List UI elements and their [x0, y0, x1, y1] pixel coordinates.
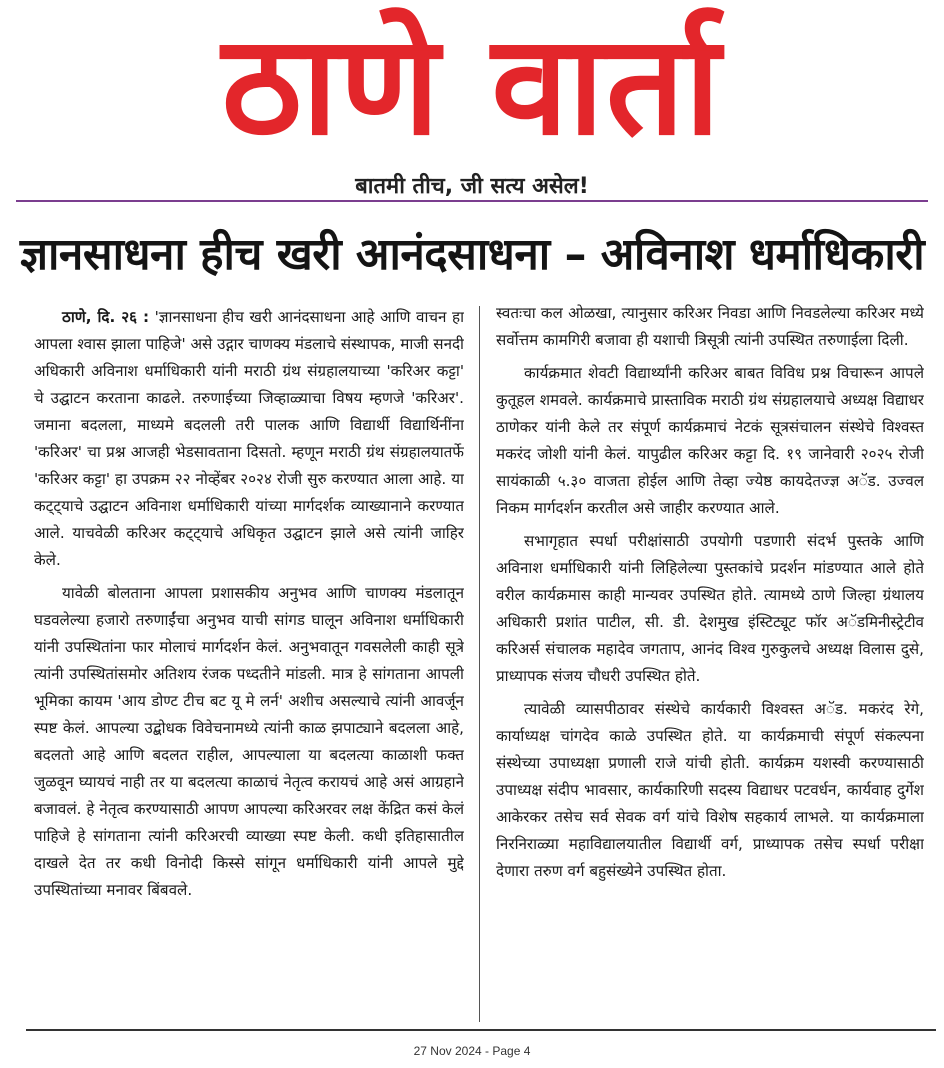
newspaper-tagline: बातमी तीच, जी सत्य असेल!	[355, 174, 589, 199]
article-paragraph	[34, 304, 464, 574]
article-paragraph: त्यावेळी व्यासपीठावर संस्थेचे कार्यकारी विश्वस्त अॅड. मकरंद रेगे, कार्याध्यक्ष चांगदेव काळे उपस्थित होते. या कार्यक्रमाची संपूर्ण संकल्पना संस्थेच्या उपाध्यक्षा प्रणाली राजे यांची होती. कार्यक्रम यशस्वी करण्यासाठी उपाध्यक्ष संदीप भावसार, कार्यकारिणी सदस्य विद्याधर पटवर्धन, कार्यवाह दुर्गेश आकेरकर तसेच सर्व सेवक वर्ग यांचे विशेष सहकार्य लाभले. या कार्यक्रमाला निरनिराळ्या महाविद्यालयातील विद्यार्थी वर्ग, प्राध्यापक तसेच स्पर्धा परीक्षा देणारा तरुण वर्ग बहुसंख्येने उपस्थित होता.	[496, 700, 924, 880]
article-dateline: ठाणे, दि. २६ :	[62, 308, 150, 326]
article-column-right	[496, 300, 924, 1020]
masthead	[0, 0, 944, 200]
footer-divider	[26, 1029, 936, 1031]
article-headline: ज्ञानसाधना हीच खरी आनंदसाधना – अविनाश धर्माधिकारी	[19, 229, 925, 280]
article-paragraph: स्वतःचा कल ओळखा, त्यानुसार करिअर निवडा आणि निवडलेल्या करिअर मध्ये सर्वोत्तम कामगिरी बजावा ही यशाची त्रिसूत्री त्यांनी उपस्थित तरुणाईला दिली.	[496, 304, 924, 349]
newspaper-logo: ठाणे वार्ता	[221, 5, 723, 166]
paragraph-text: 'ज्ञानसाधना हीच खरी आनंदसाधना आहे आणि वाचन हा आपला श्वास झाला पाहिजे' असे उद्गार चाणक्य मंडलाचे संस्थापक, माजी सनदी अधिकारी अविनाश धर्माधिकारी यांनी मराठी ग्रंथ संग्रहालयाच्या 'करिअर कट्टा' चे उद्घाटन करताना काढले. तरुणाईच्या जिव्हाळ्याचा विषय म्हणजे 'करिअर'. जमाना बदलला, माध्यमे बदलली तरी पालक आणि विद्यार्थी विद्यार्थिनींना 'करिअर' चा प्रश्न आजही भेडसावताना दिसतो. म्हणून मराठी ग्रंथ संग्रहालयातर्फे 'करिअर कट्टा' हा उपक्रम २२ नोव्हेंबर २०२४ रोजी सुरु करण्यात आला आहे. या कट्ट्याचे उद्घाटन अविनाश धर्माधिकारी यांच्या मार्गदर्शक व्याख्यानाने करण्यात आले. याचवेळी करिअर कट्ट्याचे अधिकृत उद्घाटन झाले असे त्यांनी जाहिर केले.	[34, 308, 464, 569]
article-paragraph: सभागृहात स्पर्धा परीक्षांसाठी उपयोगी पडणारी संदर्भ पुस्तके आणि अविनाश धर्माधिकारी यांनी लिहिलेल्या पुस्तकांचे प्रदर्शन मांडण्यात आले होते वरील कार्यक्रमास काही मान्यवर उपस्थित होते. त्यामध्ये ठाणे जिल्हा ग्रंथालय अधिकारी प्रशांत पाटील, सी. डी. देशमुख इंस्टिट्यूट फॉर अॅडमिनीस्ट्रेटीव करिअर्स संचालक महादेव जगताप, आनंद विश्व गुरुकुलचे अध्यक्ष विलास दुसे, प्राध्यापक संजय चौधरी उपस्थित होते.	[496, 532, 924, 685]
page-info: 27 Nov 2024 - Page 4	[413, 1044, 531, 1058]
article-column-left	[34, 304, 464, 1024]
article-paragraph: यावेळी बोलताना आपला प्रशासकीय अनुभव आणि चाणक्य मंडलातून घडवलेल्या हजारो तरुणाईंचा अनुभव याची सांगड घालून अविनाश धर्माधिकारी यांनी उपस्थितांना फार मोलाचं मार्गदर्शन केलं. अनुभवातून गवसलेली काही सूत्रे त्यांनी उपस्थितांसमोर अतिशय रंजक पध्दतीने मांडली. मात्र हे सांगताना आपली भूमिका कायम 'आय डोण्ट टीच बट यू मे लर्न' अशीच असल्याचे त्यांनी आवर्जून स्पष्ट केलं. आपल्या उद्बोधक विवेचनामध्ये त्यांनी काळ झपाट्याने बदलला आहे, बदलतो आहे आणि बदलत राहील, आपल्याला या बदलत्या काळाशी फक्त जुळवून घ्यायचं नाही तर या बदलत्या काळाचं नेतृत्व करायचं आहे असं आग्रहाने बजावलं. हे नेतृत्व करण्यासाठी आपण आपल्या करिअरवर लक्ष केंद्रित कसं केलं पाहिजे हे सांगताना त्यांनी करिअरची व्याख्या स्पष्ट केली. कधी इतिहासातील दाखले देत तर कधी विनोदी किस्से सांगून धर्माधिकारी यांनी आपले मुद्दे उपस्थितांच्या मनावर बिंबवले.	[34, 584, 464, 899]
column-divider	[479, 306, 480, 1022]
masthead-divider	[16, 200, 928, 202]
article-paragraph: कार्यक्रमात शेवटी विद्यार्थ्यांनी करिअर बाबत विविध प्रश्न विचारून आपले कुतूहल शमवले. कार्यक्रमाचे प्रास्ताविक मराठी ग्रंथ संग्रहालयाचे अध्यक्ष विद्याधर ठाणेकर यांनी केले तर संपूर्ण कार्यक्रमाचं नेटकं सूत्रसंचालन संस्थेचे विश्वस्त मकरंद जोशी यांनी केलं. यापुढील करिअर कट्टा दि. १९ जानेवारी २०२५ रोजी सायंकाळी ५.३० वाजता होईल आणि तेव्हा ज्येष्ठ कायदेतज्ज्ञ अॅड. उज्वल निकम मार्गदर्शन करतील असे जाहीर करण्यात आले.	[496, 364, 924, 517]
